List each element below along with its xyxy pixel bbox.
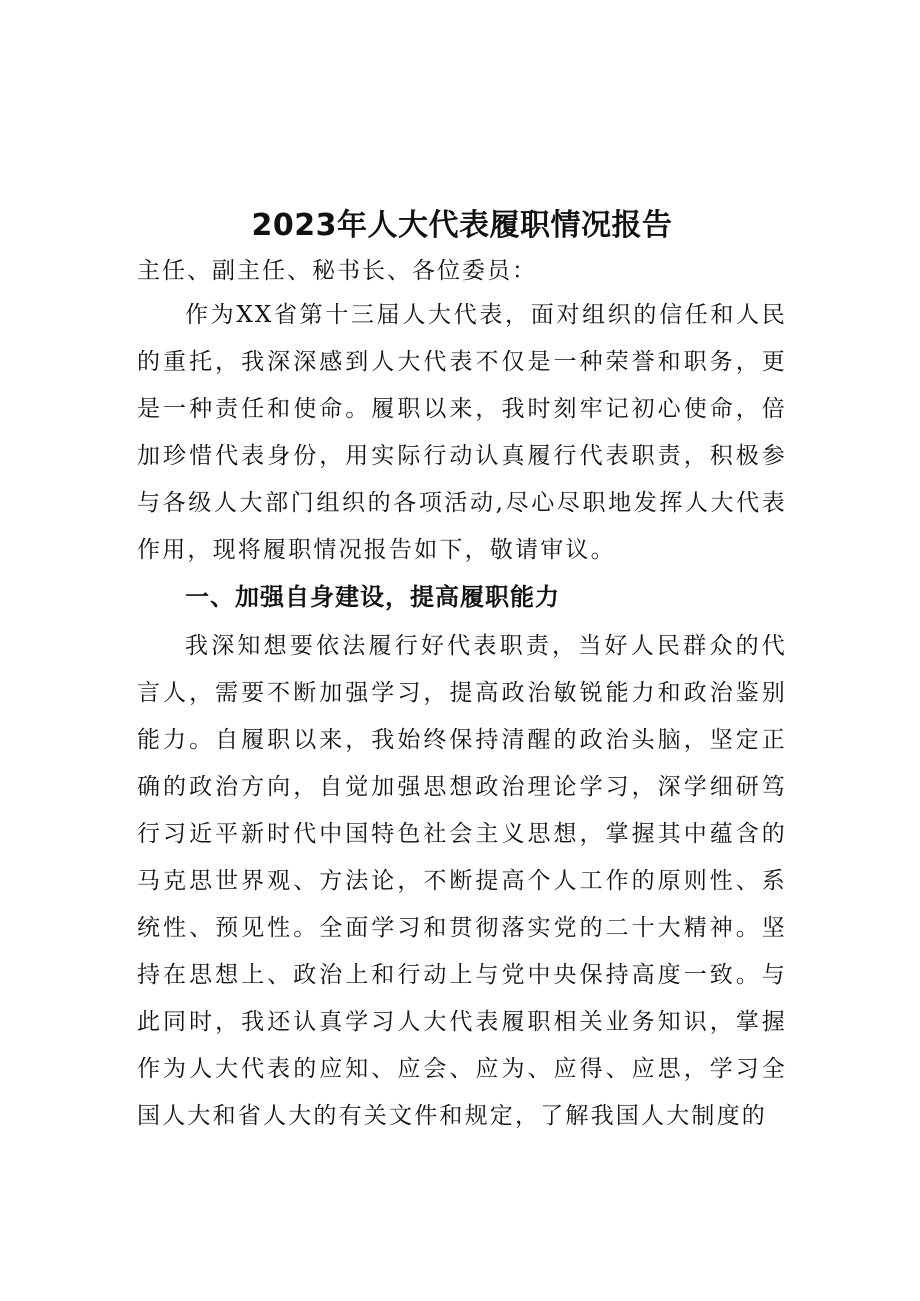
- section-heading: 一、加强自身建设，提高履职能力: [185, 583, 560, 611]
- intro-paragraph: 作为XX省第十三届人大代表，面对组织的信任和人民的重托，我深深感到人大代表不仅是一种荣誉和职务，更是一种责任和使命。履职以来，我时刻牢记初心使命，倍加珍惜代表身份，用实际行动认真履行代表职责，积极参与各级人大部门组织的各项活动,尽心尽职地发挥人大代表作用，现将履职情况报告如下，敬请审议。: [137, 302, 787, 563]
- document-page: [137, 200, 787, 1140]
- salutation: 主任、副主任、秘书长、各位委员：: [137, 258, 537, 284]
- section-body-paragraph: 我深知想要依法履行好代表职责，当好人民群众的代言人，需要不断加强学习，提高政治敏锐能力和政治鉴别能力。自履职以来，我始终保持清醒的政治头脑，坚定正确的政治方向，自觉加强思想政治理论学习，深学细研笃行习近平新时代中国特色社会主义思想，掌握其中蕴含的马克思世界观、方法论，不断提高个人工作的原则性、系统性、预见性。全面学习和贯彻落实党的二十大精神。坚持在思想上、政治上和行动上与党中央保持高度一致。与此同时，我还认真学习人大代表履职相关业务知识，掌握作为人大代表的应知、应会、应为、应得、应思，学习全国人大和省人大的有关文件和规定，了解我国人大制度的: [137, 633, 787, 1129]
- document-title: 2023年人大代表履职情况报告: [251, 208, 673, 243]
